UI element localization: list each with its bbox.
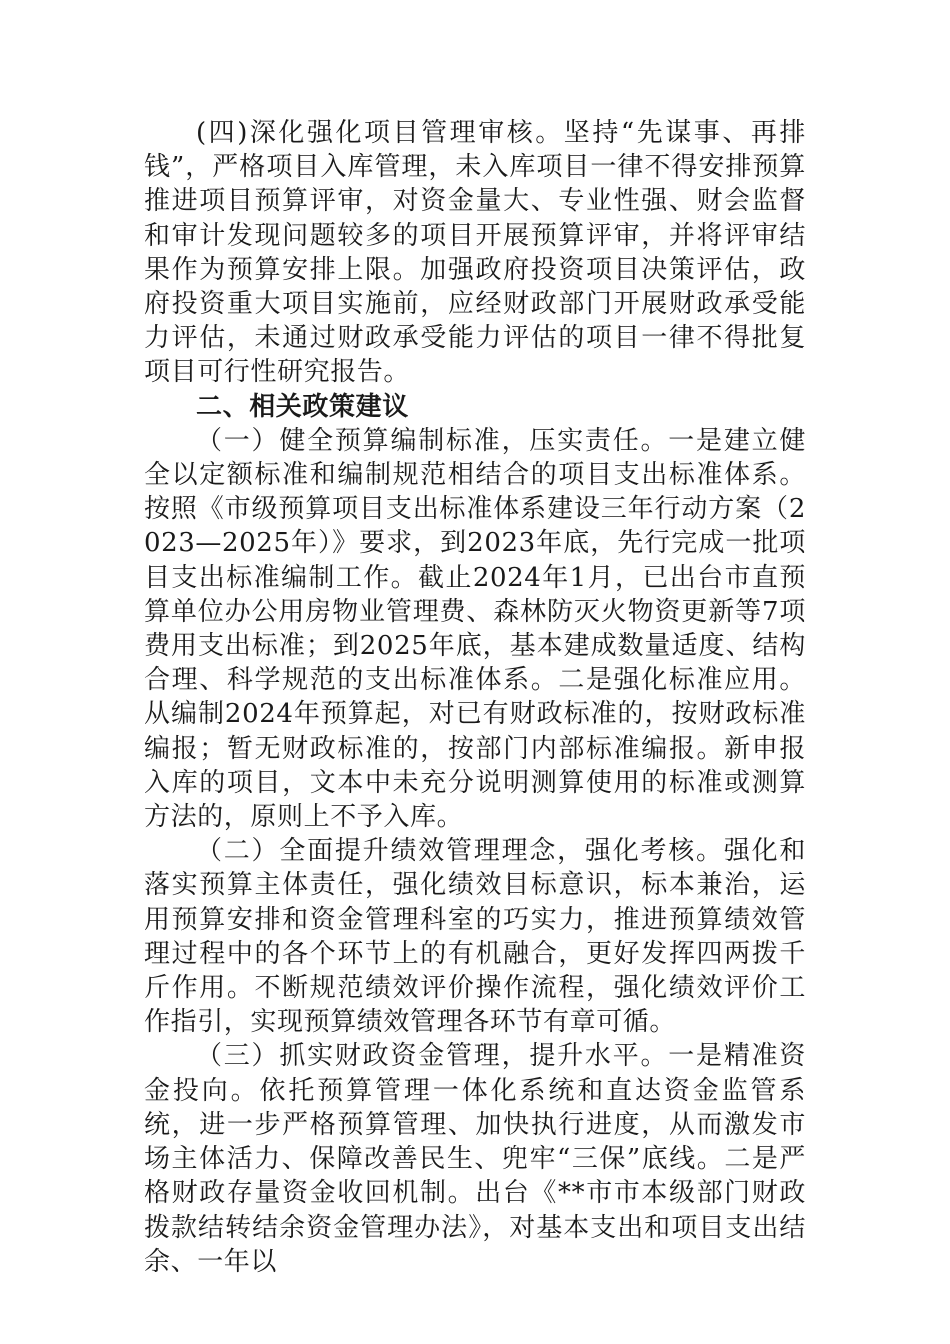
paragraph-budget-standards: （一）健全预算编制标准，压实责任。一是建立健全以定额标准和编制规范相结合的项目支出标准体系。按照《市级预算项目支出标准体系建设三年行动方案（2023—2025年）》要求，到2023年底，先行完成一批项目支出标准编制工作。截止2024年1月，已出台市直预算单位办公用房物业管理费、森林防灭火物资更新等7项费用支出标准；到2025年底，基本建成数量适度、结构合理、科学规范的支出标准体系。二是强化标准应用。从编制2024年预算起，对已有财政标准的，按财政标准编报；暂无财政标准的，按部门内部标准编报。新申报入库的项目，文本中未充分说明测算使用的标准或测算方法的，原则上不予入库。 [144,425,806,833]
document-body [144,116,806,1279]
paragraph-fund-management: （三）抓实财政资金管理，提升水平。一是精准资金投向。依托预算管理一体化系统和直达资金监管系统，进一步严格预算管理、加快执行进度，从而激发市场主体活力、保障改善民生、兜牢“三保”底线。二是严格财政存量资金收回机制。出台《**市市本级部门财政拨款结转结余资金管理办法》，对基本支出和项目支出结余、一年以 [144,1041,806,1277]
paragraph-performance-management: （二）全面提升绩效管理理念，强化考核。强化和落实预算主体责任，强化绩效目标意识，标本兼治，运用预算安排和资金管理科室的巧实力，推进预算绩效管理过程中的各个环节上的有机融合，更好发挥四两拨千斤作用。不断规范绩效评价操作流程，强化绩效评价工作指引，实现预算绩效管理各环节有章可循。 [144,836,806,1038]
section-heading-policy-suggestions: 二、相关政策建议 [196,391,409,422]
paragraph-project-review: (四)深化强化项目管理审核。坚持“先谋事、再排钱”，严格项目入库管理，未入库项目一律不得安排预算推进项目预算评审，对资金量大、专业性强、财会监督和审计发现问题较多的项目开展预算评审，并将评审结果作为预算安排上限。加强政府投资项目决策评估，政府投资重大项目实施前，应经财政部门开展财政承受能力评估，未通过财政承受能力评估的项目一律不得批复项目可行性研究报告。 [144,118,806,388]
